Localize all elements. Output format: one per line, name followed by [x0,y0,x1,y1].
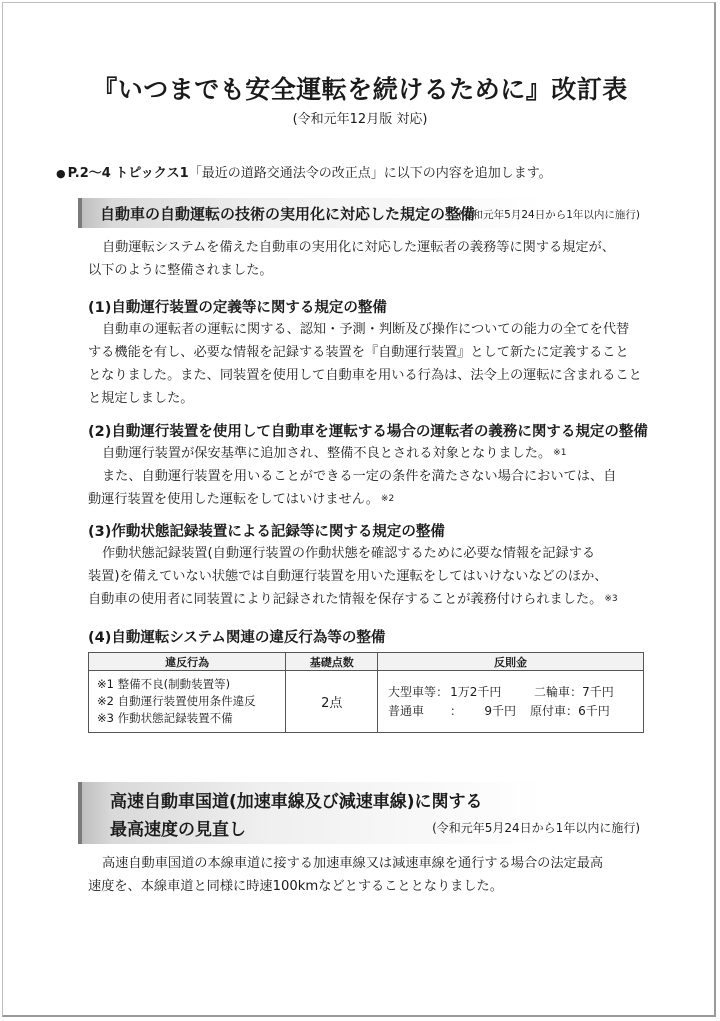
topic-ref: P.2～4 トピックス1 [67,166,189,181]
points-cell: 2点 [286,671,378,733]
header-violation: 違反行為 [89,653,286,671]
body-text: 自動車の使用者に同装置により記録された情報を保存することが義務付けられました。 [88,592,603,607]
body-line: 速度を、本線車道と同様に時速100kmなどとすることとなりました。 [88,879,503,894]
vehicle-label: 原付車 [530,703,567,718]
header-points: 基礎点数 [286,653,378,671]
body-line: する機能を有し、必要な情報を記録する装置を『自動運行装置』として新たに定義すること [88,345,629,360]
bullet-icon: ● [56,167,66,180]
separator: ： [450,703,463,718]
body-line: と規定しました。 [88,391,194,406]
table-row [89,671,644,733]
section2-body [88,852,644,898]
body-line: となりました。また、同装置を使用して自動車を用いる行為は、法令上の運転に含まれること [88,368,642,383]
item2-heading: (2)自動運行装置を使用して自動車を運転する場合の運転者の義務に関する規定の整備 [88,424,648,440]
penalty-table [88,652,644,733]
body-line: 装置)を備えていない状態では自動運行装置を用いた運転をしてはいけないなどのほか、 [88,569,608,584]
violations-cell [89,671,286,733]
footnote-mark: ※2 [380,494,395,504]
body-text: 動運行装置を使用した運転をしてはいけません。 [88,492,379,507]
fine-amount: 9千円 [484,703,517,718]
fines-cell [378,671,644,733]
fine-amount: 6千円 [578,703,610,718]
section2-heading-bar [78,782,644,844]
fine-amount: 7千円 [582,684,614,699]
header-fine: 反則金 [378,653,644,671]
topic-rest: に以下の内容を追加します。 [383,166,552,181]
intro-line: 自動運転システムを備えた自動車の実用化に対応した運転者の義務等に関する規定が、 [102,240,615,255]
vehicle-label: 二輪車 [534,684,571,699]
page-title: 『いつまでも安全運転を続けるために』改訂表 [92,75,628,104]
violation-item: ※1 整備不良(制動装置等) [97,677,231,691]
topic-line [56,162,676,181]
item1-body [88,318,644,410]
separator: ： [436,684,449,699]
page-subtitle: (令和元年12月版 対応) [292,112,428,127]
topic-quote: 「最近の道路交通法令の改正点」 [188,166,384,181]
body-line [88,442,644,465]
body-line: 自動車の運転者の運転に関する、認知・予測・判断及び操作についての能力の全てを代替 [102,322,630,337]
item3-heading: (3)作動状態記録装置による記録等に関する規定の整備 [88,524,445,540]
vehicle-label: 普通車 [388,703,425,718]
item1-heading: (1)自動運行装置の定義等に関する規定の整備 [88,300,387,316]
body-line: 高速自動車国道の本線車道に接する加速車線又は減速車線を通行する場合の法定最高 [102,856,604,871]
violation-item: ※3 作動状態記録装置不備 [97,711,233,725]
violation-item: ※2 自動運行装置使用条件違反 [97,694,256,708]
body-line [88,488,644,511]
fine-row [388,683,633,702]
body-line [88,588,644,611]
section2-heading-line2: 最高速度の見直し [110,820,246,840]
footnote-mark: ※3 [604,594,618,604]
fine-row [388,702,633,721]
body-text: 自動運行装置が保安基準に追加され、整備不良とされる対象となりました。 [102,446,552,461]
section2-heading-line1: 高速自動車国道(加速車線及び減速車線)に関する [110,792,483,812]
section2-effective-note: (令和元年5月24日から1年以内に施行) [432,821,640,835]
body-line: 作動状態記録装置(自動運行装置の作動状態を確認するために必要な情報を記録する [102,546,596,561]
separator: ： [570,684,583,699]
footnote-mark: ※1 [553,448,567,458]
item3-body [88,542,644,611]
section1-intro [88,236,644,282]
vehicle-label: 大型車等 [388,684,437,699]
section1-effective-note: (令和元年5月24日から1年以内に施行) [458,209,640,221]
intro-line: 以下のように整備されました。 [88,263,273,278]
fine-amount: 1万2千円 [450,684,502,699]
table-header-row [89,653,644,671]
section1-heading: 自動車の自動運転の技術の実用化に対応した規定の整備 [100,205,476,223]
separator: ： [566,703,579,718]
body-line: また、自動運行装置を用いることができる一定の条件を満たさない場合においては、自 [102,469,617,484]
section1-heading-bar [78,198,644,228]
item2-body [88,442,644,511]
item4-heading: (4)自動運転システム関連の違反行為等の整備 [88,630,386,646]
